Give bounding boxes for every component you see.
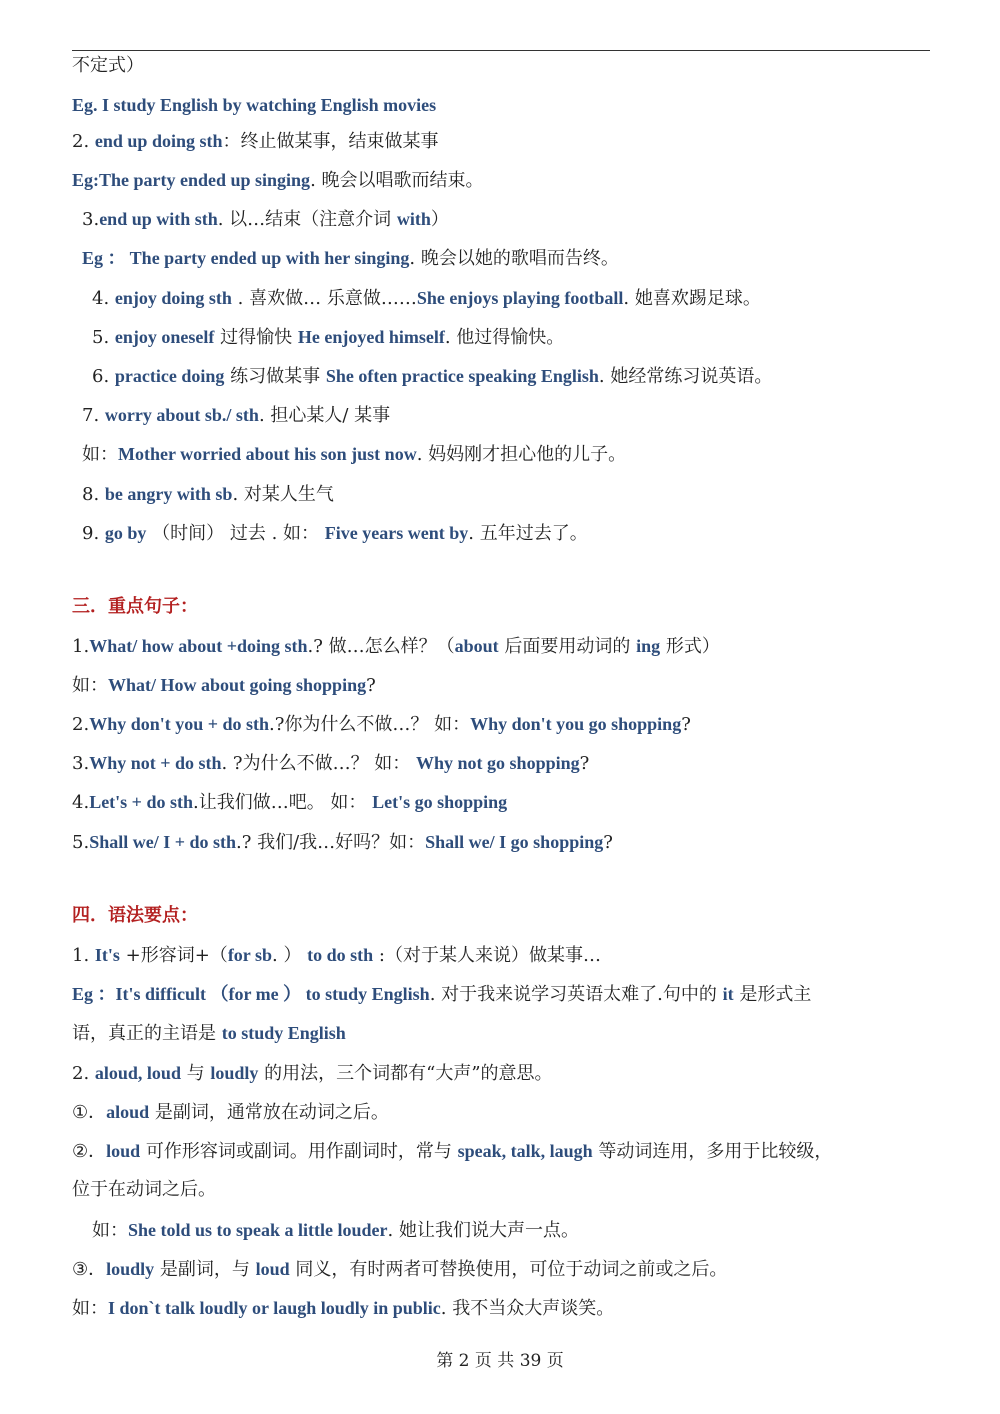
english-text: practice doing — [114, 366, 225, 386]
english-text: to do sth — [307, 945, 374, 965]
english-text: What/ how about +doing sth — [89, 636, 308, 656]
chinese-text: .?你为什么不做…？ 如： — [269, 714, 471, 735]
english-text: about — [454, 636, 499, 656]
english-text: It's — [94, 945, 120, 965]
english-text: be angry with sb — [104, 484, 233, 504]
header-rule — [72, 50, 930, 51]
chinese-text: 位于在动词之后。 — [72, 1179, 216, 1200]
chinese-text: .? 做…怎么样？（ — [307, 636, 455, 657]
text-line — [92, 364, 772, 388]
text-line — [72, 943, 601, 967]
chinese-text: 同义，有时两者可替换使用，可位于动词之前或之后。 — [289, 1259, 728, 1280]
chinese-text: +形容词+（ — [119, 945, 228, 966]
chinese-text: 等动词连用，多用于比较级， — [592, 1141, 833, 1162]
chinese-text: . 五年过去了。 — [468, 523, 588, 544]
text-line — [82, 403, 390, 427]
text-line — [82, 521, 588, 545]
english-text: go by — [104, 523, 147, 543]
chinese-text: 4. — [92, 288, 115, 309]
section-heading: 三．重点句子： — [72, 596, 198, 617]
page-footer: 第 2 页 共 39 页 — [436, 1351, 564, 1371]
english-text: He enjoyed himself — [297, 327, 445, 347]
chinese-text: :（对于某人来说）做某事… — [373, 945, 601, 966]
chinese-text: . 妈妈刚才担心他的儿子。 — [416, 444, 627, 465]
english-text: enjoy doing sth — [114, 288, 232, 308]
chinese-text: 可作形容词或副词。用作副词时，常与 — [140, 1141, 458, 1162]
chinese-text: 5. — [72, 832, 90, 853]
text-line — [72, 712, 691, 736]
english-text: Let's go shopping — [372, 792, 508, 812]
english-text: enjoy oneself — [114, 327, 215, 347]
chinese-text: 4. — [72, 792, 90, 813]
chinese-text: ②． — [72, 1141, 107, 1162]
english-text: What/ How about going shopping — [108, 675, 367, 695]
chinese-text: 与 — [180, 1063, 211, 1084]
english-text: Why don't you go shopping — [470, 714, 682, 734]
chinese-text: 2. — [72, 1063, 95, 1084]
chinese-text: .? 我们/我…好吗？如： — [235, 832, 426, 853]
chinese-text: 过得愉快 — [214, 327, 298, 348]
chinese-text: . 他过得愉快。 — [444, 327, 565, 348]
text-line — [72, 595, 198, 619]
text-line — [72, 129, 438, 153]
english-text: end up doing sth — [94, 131, 223, 151]
english-text: Let's + do sth — [89, 792, 193, 812]
english-text: loud — [255, 1259, 290, 1279]
english-text: I don`t talk loudly or laugh loudly in public — [108, 1298, 441, 1318]
chinese-text: . 晚会以唱歌而结束。 — [310, 170, 484, 191]
chinese-text: . ） — [272, 945, 308, 966]
text-line — [82, 442, 626, 466]
chinese-text: 不定式） — [72, 55, 144, 76]
chinese-text: 练习做某事 — [224, 366, 326, 387]
chinese-text: 3. — [72, 753, 90, 774]
chinese-text: ? — [681, 714, 691, 735]
chinese-text: . 晚会以她的歌唱而告终。 — [409, 248, 619, 269]
text-line — [82, 246, 619, 270]
english-text: aloud, loud — [94, 1063, 181, 1083]
english-text: loudly — [210, 1063, 259, 1083]
chinese-text: . 她让我们说大声一点。 — [387, 1220, 579, 1241]
chinese-text: ：终止做某事，结束做某事 — [222, 131, 439, 152]
chinese-text: ? — [579, 753, 590, 774]
text-line — [82, 482, 334, 506]
chinese-text: . ?为什么不做…？ 如： — [221, 753, 417, 774]
english-text: aloud — [106, 1102, 150, 1122]
chinese-text: ①． — [72, 1102, 107, 1123]
english-text: to study English — [221, 1023, 346, 1043]
chinese-text: （时间） 过去 . 如： — [146, 523, 325, 544]
english-text: worry about sb./ sth — [104, 405, 259, 425]
text-line — [72, 751, 589, 775]
text-line — [72, 982, 811, 1006]
chinese-text: 的用法，三个词都有“大声”的意思。 — [258, 1063, 553, 1084]
text-line — [72, 1021, 346, 1045]
text-line — [72, 790, 507, 814]
english-text: Why don't you + do sth — [89, 714, 270, 734]
chinese-text: .让我们做…吧。 如： — [192, 792, 373, 813]
english-text: Shall we/ I + do sth — [89, 832, 236, 852]
chinese-text: 5. — [92, 327, 115, 348]
english-text: loudly — [106, 1259, 155, 1279]
text-line — [92, 286, 761, 310]
chinese-text: . 以…结束（注意介词 — [217, 209, 397, 230]
chinese-text: 7. — [82, 405, 105, 426]
chinese-text: 6. — [92, 366, 115, 387]
english-text: with — [396, 209, 431, 229]
chinese-text: 如： — [82, 444, 118, 465]
english-text: ing — [636, 636, 661, 656]
chinese-text: 2. — [72, 714, 90, 735]
english-text: Mother worried about his son just now — [118, 444, 417, 464]
chinese-text: . 担心某人/ 某事 — [258, 405, 391, 426]
chinese-text: . 喜欢做… 乐意做…… — [231, 288, 417, 309]
chinese-text: 后面要用动词的 — [498, 636, 637, 657]
chinese-text: . 对某人生气 — [232, 484, 334, 505]
chinese-text: 3. — [82, 209, 100, 230]
text-line — [72, 1100, 389, 1124]
english-text: Why not + do sth — [89, 753, 222, 773]
chinese-text: 如： — [72, 675, 108, 696]
text-line — [72, 1061, 553, 1085]
english-text: Eg ：It's difficult （for me ） to study English — [72, 984, 430, 1004]
chinese-text: 如： — [92, 1220, 128, 1241]
text-line — [72, 904, 198, 928]
chinese-text: . 她经常练习说英语。 — [598, 366, 773, 387]
english-text: Why not go shopping — [416, 753, 580, 773]
english-text: She told us to speak a little louder — [128, 1220, 388, 1240]
section-heading: 四．语法要点： — [72, 905, 198, 926]
chinese-text: 1. — [72, 945, 95, 966]
text-line — [72, 93, 436, 117]
english-text: She enjoys playing football — [416, 288, 624, 308]
english-text: speak, talk, laugh — [457, 1141, 593, 1161]
chinese-text: 2. — [72, 131, 95, 152]
text-line — [72, 634, 720, 658]
chinese-text: 是副词，与 — [154, 1259, 256, 1280]
english-text: Eg ： The party ended up with her singing — [82, 248, 410, 268]
text-line — [72, 168, 484, 192]
english-text: Shall we/ I go shopping — [425, 832, 604, 852]
text-line — [72, 1257, 727, 1281]
text-line — [72, 830, 613, 854]
chinese-text: 1. — [72, 636, 90, 657]
text-line — [72, 1139, 832, 1163]
chinese-text: 形式） — [660, 636, 720, 657]
english-text: Eg:The party ended up singing — [72, 170, 311, 190]
chinese-text: . 她喜欢踢足球。 — [623, 288, 761, 309]
english-text: it — [722, 984, 734, 1004]
chinese-text: 8. — [82, 484, 105, 505]
chinese-text: . 对于我来说学习英语太难了.句中的 — [429, 984, 723, 1005]
chinese-text: 语，真正的主语是 — [72, 1023, 222, 1044]
text-line — [72, 54, 144, 78]
chinese-text: ） — [430, 209, 449, 230]
english-text: for sb — [227, 945, 272, 965]
chinese-text: 如： — [72, 1298, 108, 1319]
text-line — [92, 1218, 579, 1242]
english-text: Eg. I study English by watching English movies — [72, 95, 437, 115]
chinese-text: ? — [603, 832, 613, 853]
text-line — [72, 673, 376, 697]
chinese-text: ? — [366, 675, 376, 696]
text-line — [92, 325, 564, 349]
english-text: loud — [106, 1141, 141, 1161]
chinese-text: . 我不当众大声谈笑。 — [440, 1298, 615, 1319]
chinese-text: 是形式主 — [733, 984, 812, 1005]
text-line — [82, 207, 449, 231]
text-line — [72, 1296, 614, 1320]
chinese-text: ③． — [72, 1259, 107, 1280]
chinese-text: 9. — [82, 523, 105, 544]
english-text: Five years went by — [324, 523, 469, 543]
chinese-text: 是副词，通常放在动词之后。 — [149, 1102, 389, 1123]
text-line — [72, 1178, 216, 1202]
english-text: end up with sth — [99, 209, 218, 229]
english-text: She often practice speaking English — [325, 366, 599, 386]
